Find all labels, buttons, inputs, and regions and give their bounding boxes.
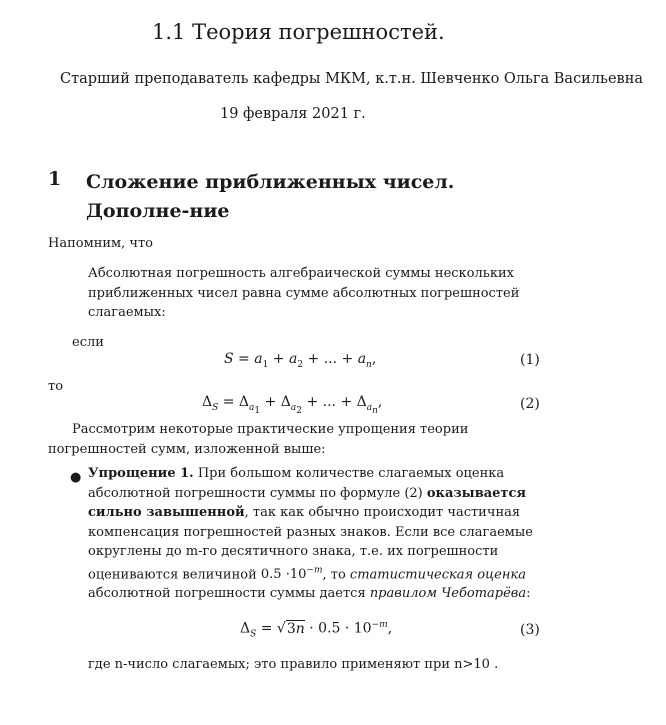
simplification-text-2: , так как обычно происходит частичная компенсация погрешностей разных знаков. Если все слагаемые округлены до m-го десятичного знака, т.е. их погрешности оцениваются величиной (88, 505, 533, 582)
equation-2: $\Delta_S = \Delta_{a_1} + \Delta_{a_2}$ + ... + $\Delta_{a_n}$, (202, 394, 383, 416)
inline-formula: $0.5 \cdot 10^{-m}$ (260, 565, 323, 582)
equation-1-number: (1) (520, 352, 540, 368)
if-word: если (72, 335, 104, 350)
equation-3: $\Delta_S = √3n \cdot 0.5 \cdot 10^{-m}$, (240, 620, 393, 640)
document-date: 19 февраля 2021 г. (220, 106, 366, 122)
simplification-text-1: При большом количестве слагаемых оценка абсолютной погрешности суммы по формуле (2) (88, 466, 505, 501)
chebotarev-rule: правилом Чеботарёва (369, 586, 527, 602)
section-title: Сложение приближенных чисел. Дополне-ние (86, 171, 455, 222)
section-number: 1 (48, 168, 62, 190)
simplification-paragraph: Упрощение 1. При большом количестве слагаемых оценка абсолютной погрешности суммы по формуле (2) оказывается сильно завышенной, так как обычно происходит частичная компенсация погрешностей разных знаков. Если все слагаемые округлены до m-го десятичного знака, т.е. их погрешности оцениваются величиной $0.5 \cdot 10^{-m}$, то статистическая оценка абсолютной погрешности суммы дается правилом Чеботарёва: (88, 466, 533, 602)
then-word: то (48, 379, 64, 394)
consider-paragraph: Рассмотрим некоторые практические упрощения теории погрешностей сумм, изложенной выше: (48, 422, 469, 457)
simplification-text-4: абсолютной погрешности суммы дается (88, 586, 366, 602)
simplification-emphasis: оказывается сильно завышенной (88, 485, 527, 520)
intro-text: Напомним, что (48, 236, 154, 251)
equation-3-number: (3) (520, 622, 540, 638)
quote-block: Абсолютная погрешность алгебраической суммы нескольких приближенных чисел равна сумме абсолютных погрешностей слагаемых: (88, 266, 520, 320)
statistical-estimate: статистическая оценка (349, 566, 526, 582)
simplification-text-3: , то (322, 566, 346, 582)
closing-text: где n-число слагаемых; это правило применяют при n>10 . (88, 657, 499, 672)
document-title: 1.1 Теория погрешностей. (152, 20, 445, 44)
simplification-label: Упрощение 1. (88, 466, 194, 481)
bullet-icon: ● (70, 470, 82, 485)
equation-2-number: (2) (520, 396, 540, 412)
author-line: Старший преподаватель кафедры МКМ, к.т.н. Шевченко Ольга Васильевна (60, 71, 644, 87)
equation-1: $S = a_1 + a_2$ + ... + $a_n$, (224, 351, 377, 370)
